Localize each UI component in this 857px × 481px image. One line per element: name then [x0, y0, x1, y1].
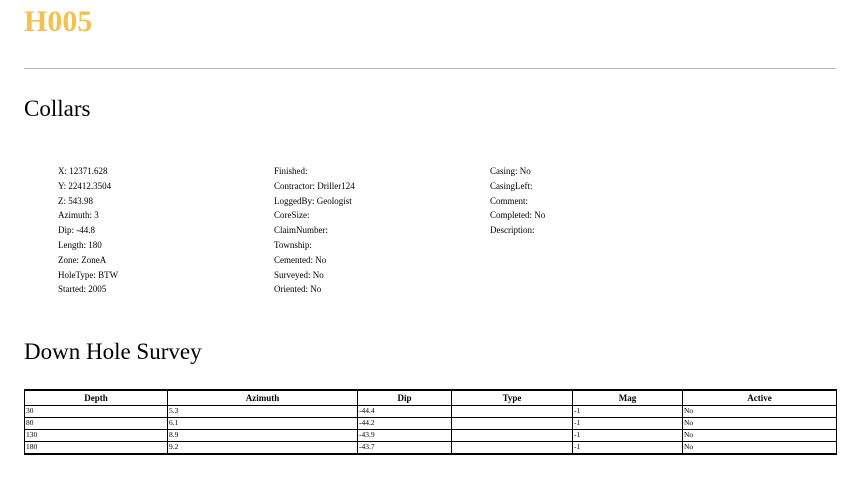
survey-table — [24, 389, 837, 455]
cell-mag: -1 — [573, 418, 683, 430]
cell-depth: 80 — [25, 418, 168, 430]
cell-type — [452, 430, 573, 442]
collar-finished: Finished: — [274, 166, 308, 176]
collar-surveyed: Surveyed: No — [274, 269, 324, 280]
column-header-depth: Depth — [25, 390, 168, 406]
table-row — [25, 406, 837, 418]
collar-started: Started: 2005 — [58, 284, 107, 295]
collar-contractor: Contractor: Driller124 — [274, 180, 355, 191]
cell-azimuth: 9.2 — [168, 442, 358, 455]
collar-length: Length: 180 — [58, 239, 102, 250]
cell-azimuth: 8.9 — [168, 430, 358, 442]
collar-completed: Completed: No — [490, 210, 546, 221]
column-header-dip: Dip — [358, 390, 452, 406]
collar-hole-type: HoleType: BTW — [58, 269, 119, 280]
cell-azimuth: 5.3 — [168, 406, 358, 418]
cell-mag: -1 — [573, 406, 683, 418]
survey-heading: Down Hole Survey — [24, 339, 202, 364]
cell-active: No — [683, 406, 837, 418]
column-header-mag: Mag — [573, 390, 683, 406]
collar-y: Y: 22412.3504 — [58, 180, 112, 191]
cell-type — [452, 418, 573, 430]
title-divider — [24, 68, 836, 69]
survey-header-row — [25, 390, 837, 406]
collar-township: Township: — [274, 239, 312, 250]
cell-depth: 180 — [25, 442, 168, 455]
column-header-active: Active — [683, 390, 837, 406]
table-row — [25, 430, 837, 442]
cell-type — [452, 442, 573, 455]
cell-type — [452, 406, 573, 418]
cell-depth: 130 — [25, 430, 168, 442]
collar-core-size: CoreSize: — [274, 210, 310, 221]
collar-column-3 — [490, 164, 545, 238]
hole-title: H005 — [24, 5, 93, 38]
collar-logged-by: LoggedBy: Geologist — [274, 195, 352, 206]
collar-casing-left: CasingLeft: — [490, 180, 533, 191]
collar-column-2 — [274, 164, 355, 297]
cell-active: No — [683, 418, 837, 430]
collar-description: Description: — [490, 225, 535, 236]
cell-active: No — [683, 442, 837, 455]
cell-dip: -43.7 — [358, 442, 452, 455]
cell-dip: -43.9 — [358, 430, 452, 442]
cell-mag: -1 — [573, 430, 683, 442]
table-row — [25, 418, 837, 430]
collar-azimuth: Azimuth: 3 — [58, 210, 99, 221]
collar-column-1 — [58, 164, 118, 297]
cell-mag: -1 — [573, 442, 683, 455]
collar-x: X: 12371.628 — [58, 166, 108, 176]
cell-depth: 30 — [25, 406, 168, 418]
collar-casing: Casing: No — [490, 166, 531, 176]
collars-heading: Collars — [24, 96, 91, 121]
collar-dip: Dip: -44.8 — [58, 225, 95, 236]
collar-cemented: Cemented: No — [274, 254, 327, 265]
cell-dip: -44.4 — [358, 406, 452, 418]
collar-z: Z: 543.98 — [58, 195, 93, 206]
column-header-type: Type — [452, 390, 573, 406]
collar-zone: Zone: ZoneA — [58, 254, 107, 265]
cell-active: No — [683, 430, 837, 442]
table-row — [25, 442, 837, 455]
collar-oriented: Oriented: No — [274, 284, 322, 295]
cell-azimuth: 6.1 — [168, 418, 358, 430]
cell-dip: -44.2 — [358, 418, 452, 430]
collar-comment: Comment: — [490, 195, 528, 206]
column-header-azimuth: Azimuth — [168, 390, 358, 406]
collar-claim-number: ClaimNumber: — [274, 225, 328, 236]
